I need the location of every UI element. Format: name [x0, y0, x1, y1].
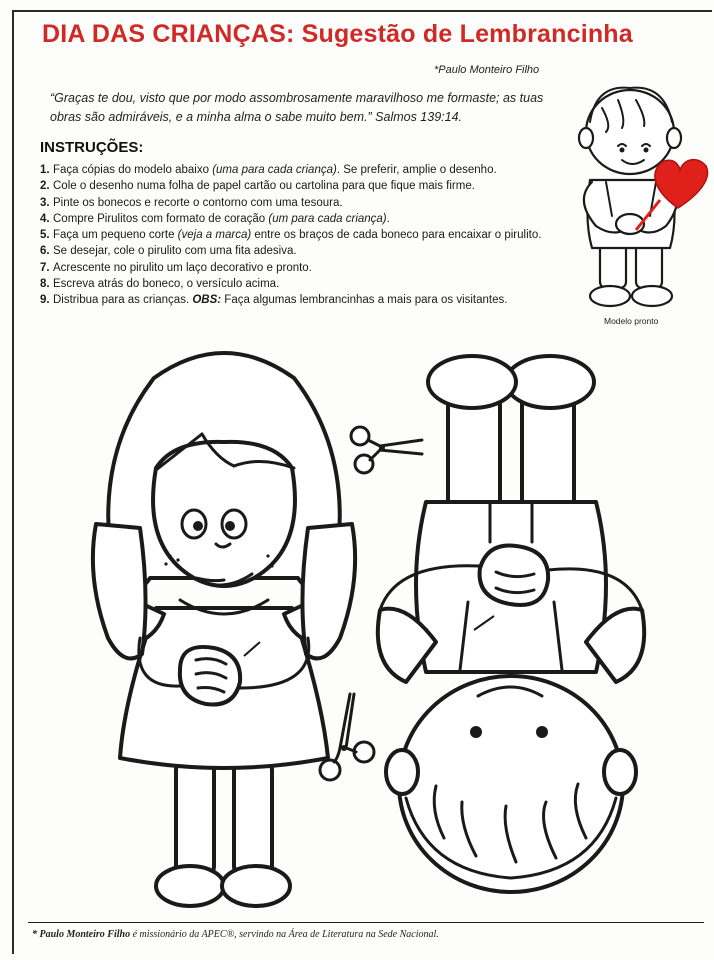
page-title: DIA DAS CRIANÇAS: Sugestão de Lembrancinha	[42, 20, 633, 48]
bible-verse: “Graças te dou, visto que por modo assombrosamente maravilhoso me formaste; as tuas obras são admiráveis, e a minha alma o sabe muito bem.” Salmos 139:14.	[50, 91, 544, 124]
instruction-step: 7. Acrescente no pirulito um laço decorativo e pronto.	[40, 261, 312, 274]
instruction-step: 9. Distribua para as crianças. OBS: Faça algumas lembrancinhas a mais para os visitantes.	[40, 294, 508, 307]
model-caption: Modelo pronto	[604, 316, 659, 326]
instruction-step: 3. Pinte os bonecos e recorte o contorno com uma tesoura.	[40, 196, 343, 209]
scissors-icon	[346, 420, 426, 480]
instruction-step: 2. Cole o desenho numa folha de papel cartão ou cartolina para que fique mais firme.	[40, 180, 475, 193]
instruction-step: 4. Compre Pirulitos com formato de coração (um para cada criança).	[40, 212, 390, 225]
finished-model-illustration	[566, 70, 714, 310]
instruction-step: 5. Faça um pequeno corte (veja a marca) entre os braços de cada boneco para encaixar o pirulito.	[40, 229, 542, 242]
instruction-step: 6. Se desejar, cole o pirulito com uma fita adesiva.	[40, 245, 297, 258]
author-note: *Paulo Monteiro Filho	[434, 64, 540, 76]
instruction-step: 1. Faça cópias do modelo abaixo (uma para cada criança). Se preferir, amplie o desenho.	[40, 164, 497, 176]
footer-rule	[28, 922, 704, 923]
girl-cutout-template	[84, 338, 374, 918]
instructions-heading: INSTRUÇÕES:	[40, 139, 144, 156]
footnote: * Paulo Monteiro Filho é missionário da APEC®, servindo na Área de Literatura na Sede Nacional.	[32, 929, 439, 940]
instructions-list	[40, 162, 570, 309]
instruction-step: 8. Escreva atrás do boneco, o versículo acima.	[40, 278, 280, 291]
